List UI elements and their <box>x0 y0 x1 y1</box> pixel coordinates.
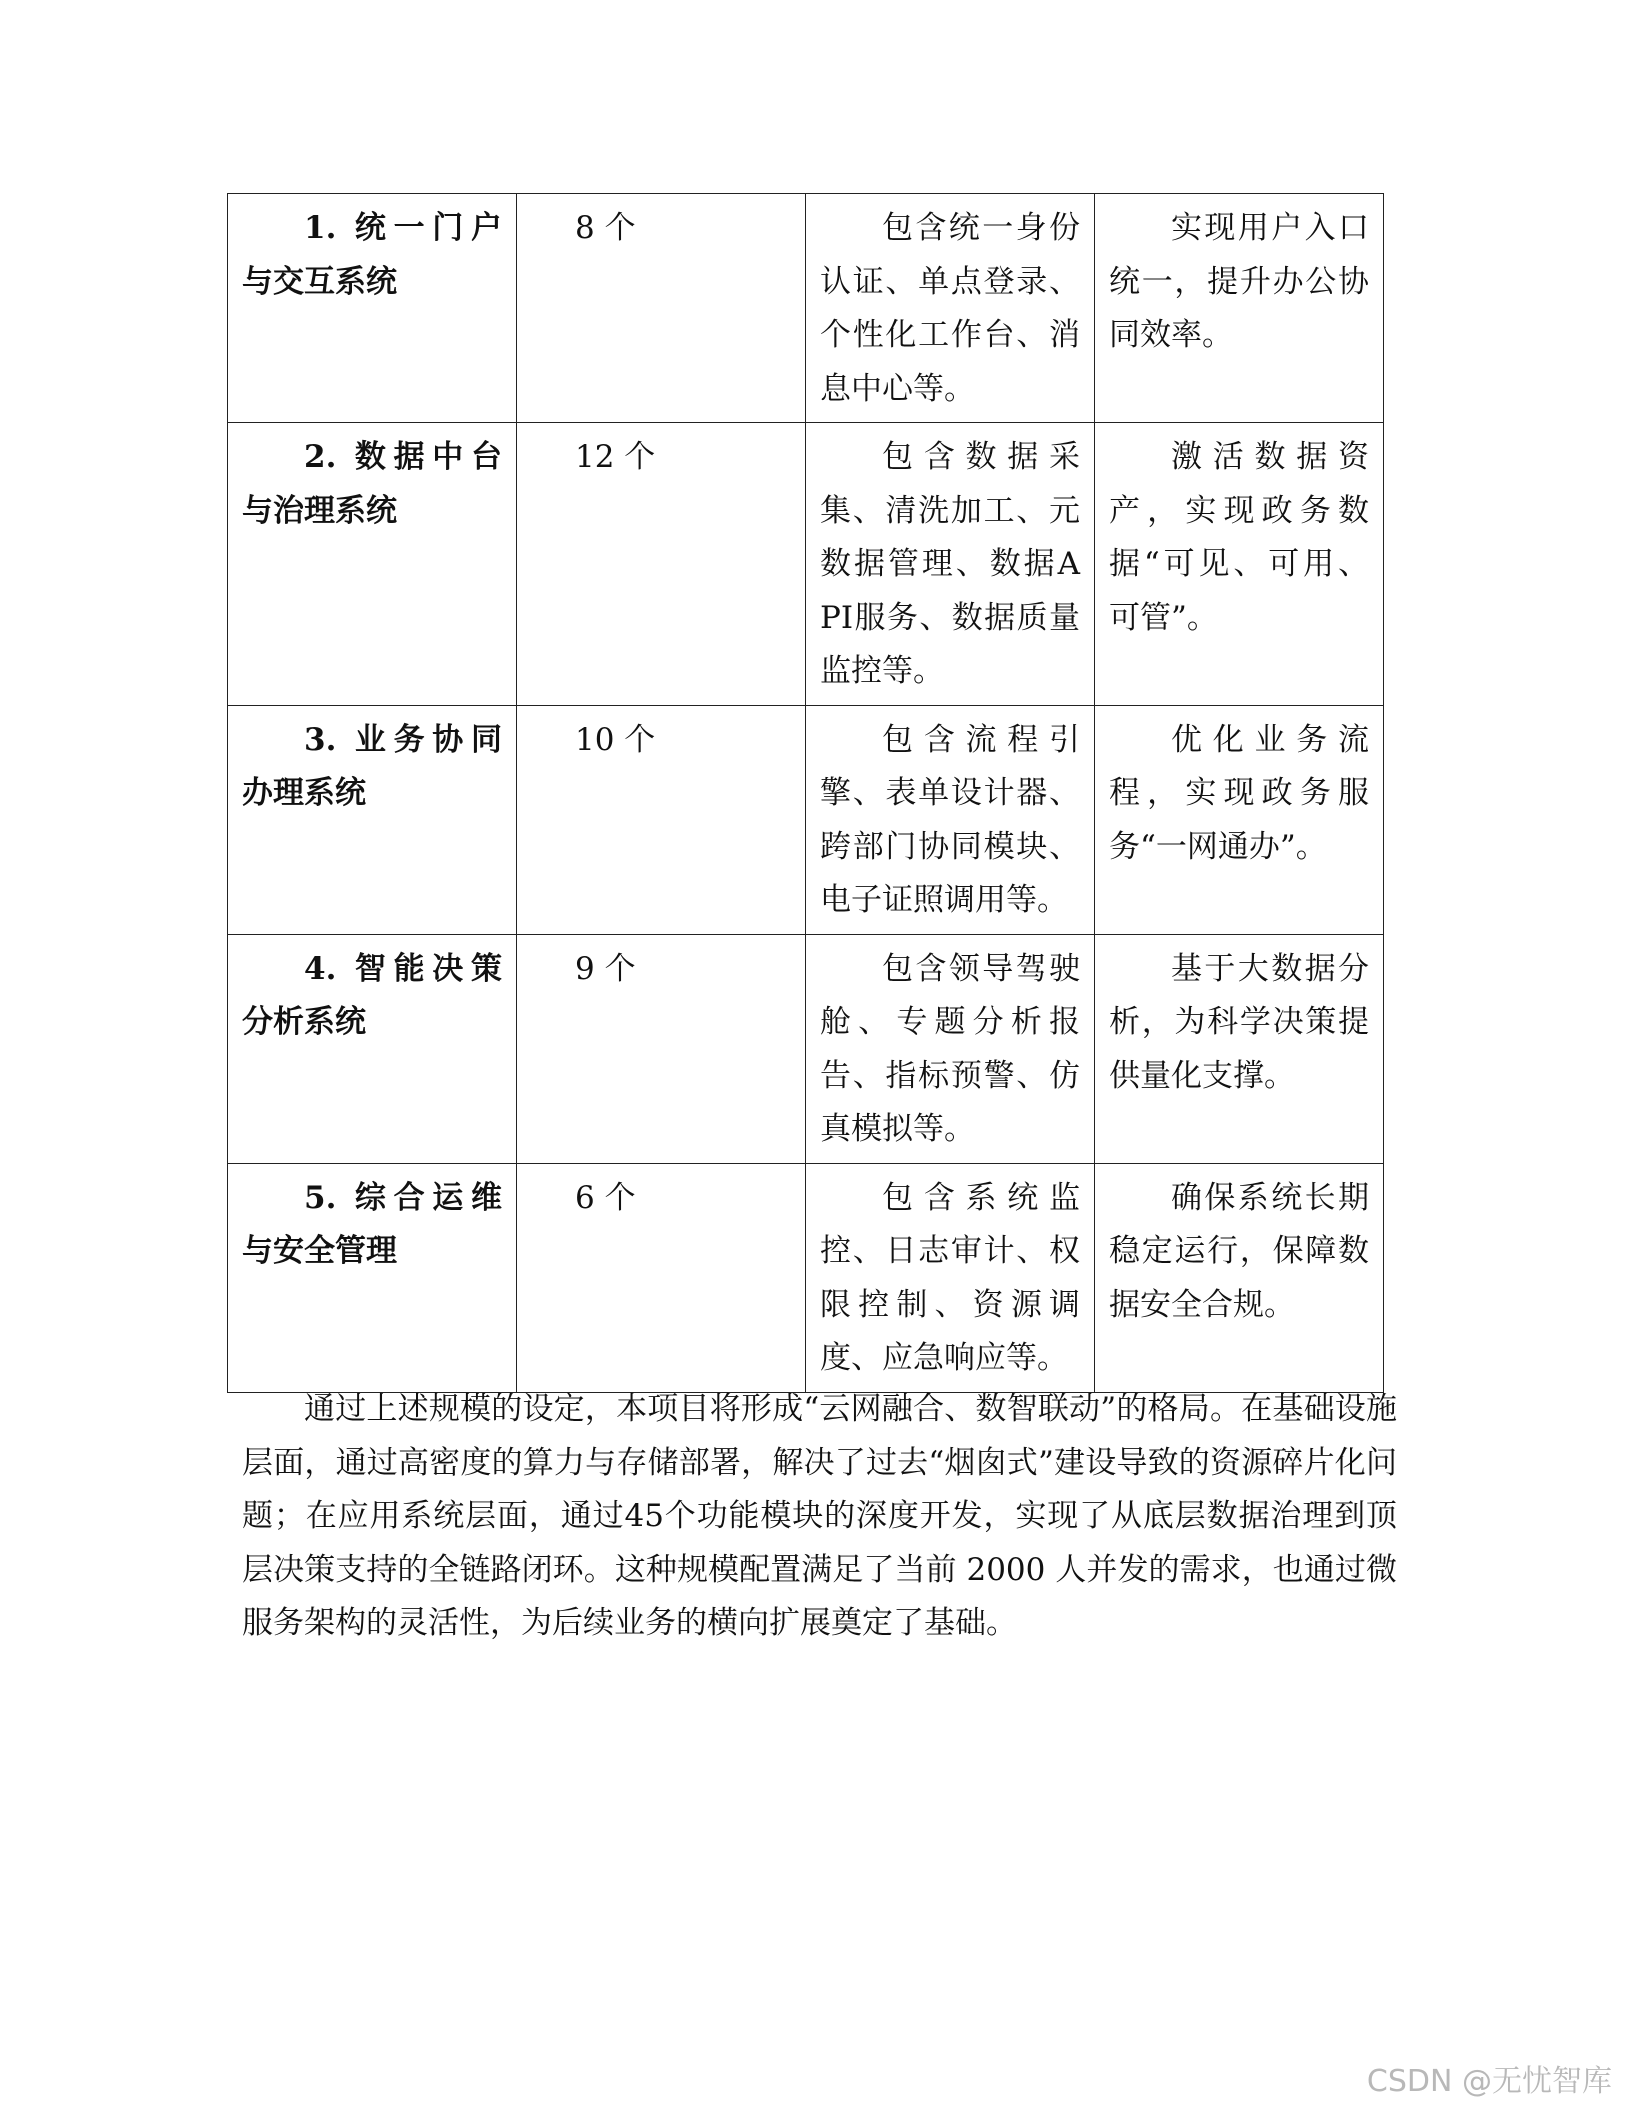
module-count-cell: 9 个 <box>517 934 806 1163</box>
content-cell: 包含系统监控、日志审计、权限控制、资源调度、应急响应等。 <box>806 1163 1095 1392</box>
table-row <box>228 1163 1384 1392</box>
watermark-text: CSDN @无忧智库 <box>1366 2064 1612 2099</box>
table-row <box>228 934 1384 1163</box>
module-count-cell: 8 个 <box>517 194 806 423</box>
system-name-cell: 1. 统一门户与交互系统 <box>228 194 517 423</box>
goal-cell: 基于大数据分析，为科学决策提供量化支撑。 <box>1095 934 1384 1163</box>
table-row <box>228 423 1384 706</box>
goal-cell: 实现用户入口统一，提升办公协同效率。 <box>1095 194 1384 423</box>
goal-cell: 确保系统长期稳定运行，保障数据安全合规。 <box>1095 1163 1384 1392</box>
module-count-cell: 10 个 <box>517 705 806 934</box>
content-cell: 包含流程引擎、表单设计器、跨部门协同模块、电子证照调用等。 <box>806 705 1095 934</box>
content-cell: 包含数据采集、清洗加工、元数据管理、数据API服务、数据质量监控等。 <box>806 423 1095 706</box>
body-paragraph: 通过上述规模的设定，本项目将形成“云网融合、数智联动”的格局。在基础设施层面，通过高密度的算力与存储部署，解决了过去“烟囱式”建设导致的资源碎片化问题；在应用系统层面，通过45个功能模块的深度开发，实现了从底层数据治理到顶层决策支持的全链路闭环。这种规模配置满足了当前 2000 人并发的需求，也通过微服务架构的灵活性，为后续业务的横向扩展奠定了基础。 <box>242 1391 1397 1641</box>
system-name-cell: 4. 智能决策分析系统 <box>228 934 517 1163</box>
goal-cell: 激活数据资产，实现政务数据“可见、可用、可管”。 <box>1095 423 1384 706</box>
system-name-cell: 3. 业务协同办理系统 <box>228 705 517 934</box>
content-cell: 包含统一身份认证、单点登录、个性化工作台、消息中心等。 <box>806 194 1095 423</box>
table-row <box>228 194 1384 423</box>
system-name-cell: 2. 数据中台与治理系统 <box>228 423 517 706</box>
content-cell: 包含领导驾驶舱、专题分析报告、指标预警、仿真模拟等。 <box>806 934 1095 1163</box>
goal-cell: 优化业务流程，实现政务服务“一网通办”。 <box>1095 705 1384 934</box>
module-count-cell: 6 个 <box>517 1163 806 1392</box>
table-row <box>228 705 1384 934</box>
system-table <box>227 193 1384 1393</box>
system-name-cell: 5. 综合运维与安全管理 <box>228 1163 517 1392</box>
module-count-cell: 12 个 <box>517 423 806 706</box>
